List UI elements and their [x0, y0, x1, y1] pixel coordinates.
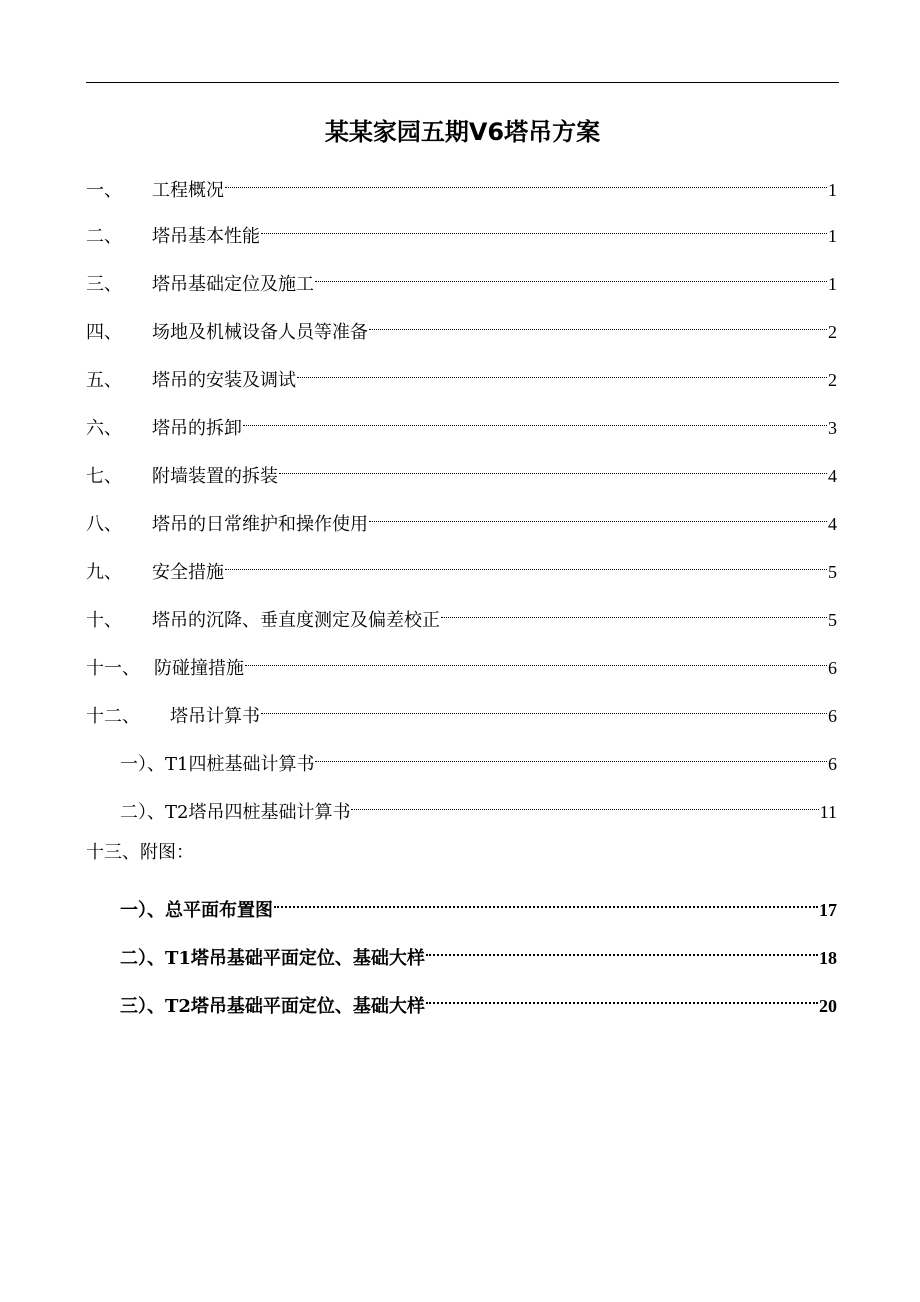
toc-dot-leader — [369, 500, 827, 530]
toc-entry-3[interactable] — [86, 260, 837, 295]
toc-entry-number: 一）、 — [120, 754, 165, 775]
toc-entry-number: 十一、 — [86, 658, 140, 679]
toc-entry-page: 3 — [828, 418, 837, 438]
toc-entry-label: T2塔吊四桩基础计算书 — [165, 802, 351, 823]
toc-entry-page: 5 — [828, 562, 837, 582]
toc-entry-number: 七、 — [86, 466, 122, 487]
toc-entry-label: T1四桩基础计算书 — [165, 754, 315, 775]
toc-entry-label: 塔吊的安装及调试 — [152, 370, 296, 391]
toc-entry-11[interactable] — [86, 644, 837, 679]
toc-entry-number: 四、 — [86, 322, 122, 343]
toc-entry-page: 2 — [828, 322, 837, 342]
toc-dot-leader — [441, 596, 827, 626]
toc-dot-leader — [261, 212, 827, 242]
toc-entry-9[interactable] — [86, 548, 837, 583]
toc-entry-number: 三）、 — [120, 996, 165, 1017]
toc-entry-label: 塔吊基础定位及施工 — [152, 274, 314, 295]
toc-entry-number: 一、 — [86, 180, 122, 201]
toc-dot-leader — [261, 692, 827, 722]
toc-entry-number: 六、 — [86, 418, 122, 439]
toc-entry-7[interactable] — [86, 452, 837, 487]
toc-dot-leader — [315, 740, 827, 770]
toc-subentry-12-1[interactable] — [86, 740, 837, 775]
toc-entry-number: 二）、 — [120, 802, 165, 823]
toc-entry-number: 十二、 — [86, 706, 140, 727]
toc-dot-leader — [225, 166, 827, 196]
toc-entry-page: 5 — [828, 610, 837, 630]
toc-entry-page: 18 — [819, 948, 837, 968]
toc-entry-label: T1塔吊基础平面定位、基础大样 — [165, 948, 425, 969]
toc-entry-label: 塔吊的拆卸 — [152, 418, 242, 439]
toc-entry-page: 6 — [828, 706, 837, 726]
toc-subentry-13-3[interactable] — [86, 982, 837, 1017]
toc-entry-page: 2 — [828, 370, 837, 390]
toc-entry-page: 20 — [819, 996, 837, 1016]
toc-dot-leader — [426, 934, 818, 964]
toc-entry-label: 安全措施 — [152, 562, 224, 583]
toc-dot-leader — [351, 788, 818, 818]
toc-entry-number: 二、 — [86, 226, 122, 247]
toc-dot-leader — [225, 548, 827, 578]
toc-entry-number: 一）、 — [120, 900, 165, 921]
toc-entry-page: 11 — [819, 802, 837, 822]
toc-subentry-12-2[interactable] — [86, 788, 837, 823]
toc-entry-number: 十、 — [86, 610, 122, 631]
toc-entry-number: 十三、 — [86, 842, 140, 863]
toc-dot-leader — [274, 886, 818, 916]
toc-entry-label: 工程概况 — [152, 180, 224, 201]
toc-entry-number: 八、 — [86, 514, 122, 535]
toc-dot-leader — [369, 308, 827, 338]
document-title: 某某家园五期V6塔吊方案 — [324, 118, 601, 146]
toc-entry-label: T2塔吊基础平面定位、基础大样 — [165, 996, 425, 1017]
toc-entry-page: 1 — [828, 274, 837, 294]
toc-entry-6[interactable] — [86, 404, 837, 439]
toc-dot-leader — [245, 644, 827, 674]
toc-entry-number: 九、 — [86, 562, 122, 583]
toc-entry-page: 17 — [819, 900, 837, 920]
toc-entry-number: 三、 — [86, 274, 122, 295]
toc-entry-12[interactable] — [86, 692, 837, 727]
toc-entry-page: 6 — [828, 754, 837, 774]
toc-dot-leader — [426, 982, 818, 1012]
toc-entry-label: 塔吊计算书 — [170, 706, 260, 727]
toc-entry-label: 场地及机械设备人员等准备 — [152, 322, 368, 343]
toc-dot-leader — [297, 356, 827, 386]
toc-entry-number: 五、 — [86, 370, 122, 391]
toc-entry-page: 4 — [828, 466, 837, 486]
toc-entry-13[interactable] — [86, 838, 837, 868]
toc-entry-1[interactable] — [86, 166, 837, 201]
table-of-contents — [86, 0, 837, 1302]
toc-entry-page: 4 — [828, 514, 837, 534]
toc-entry-label: 塔吊的沉降、垂直度测定及偏差校正 — [152, 610, 440, 631]
toc-subentry-13-2[interactable] — [86, 934, 837, 969]
toc-entry-10[interactable] — [86, 596, 837, 631]
toc-entry-label: 附图： — [140, 842, 194, 863]
toc-entry-label: 塔吊基本性能 — [152, 226, 260, 247]
toc-entry-8[interactable] — [86, 500, 837, 535]
toc-entry-page: 1 — [828, 180, 837, 200]
toc-dot-leader — [279, 452, 827, 482]
toc-subentry-13-1[interactable] — [86, 886, 837, 921]
toc-entry-page: 6 — [828, 658, 837, 678]
toc-entry-label: 总平面布置图 — [165, 900, 273, 921]
toc-entry-label: 附墙装置的拆装 — [152, 466, 278, 487]
toc-dot-leader — [315, 260, 827, 290]
toc-entry-page: 1 — [828, 226, 837, 246]
toc-entry-4[interactable] — [86, 308, 837, 343]
toc-entry-label: 防碰撞措施 — [154, 658, 244, 679]
toc-dot-leader — [243, 404, 827, 434]
toc-entry-2[interactable] — [86, 212, 837, 247]
toc-entry-label: 塔吊的日常维护和操作使用 — [152, 514, 368, 535]
toc-entry-5[interactable] — [86, 356, 837, 391]
toc-entry-number: 二）、 — [120, 948, 165, 969]
